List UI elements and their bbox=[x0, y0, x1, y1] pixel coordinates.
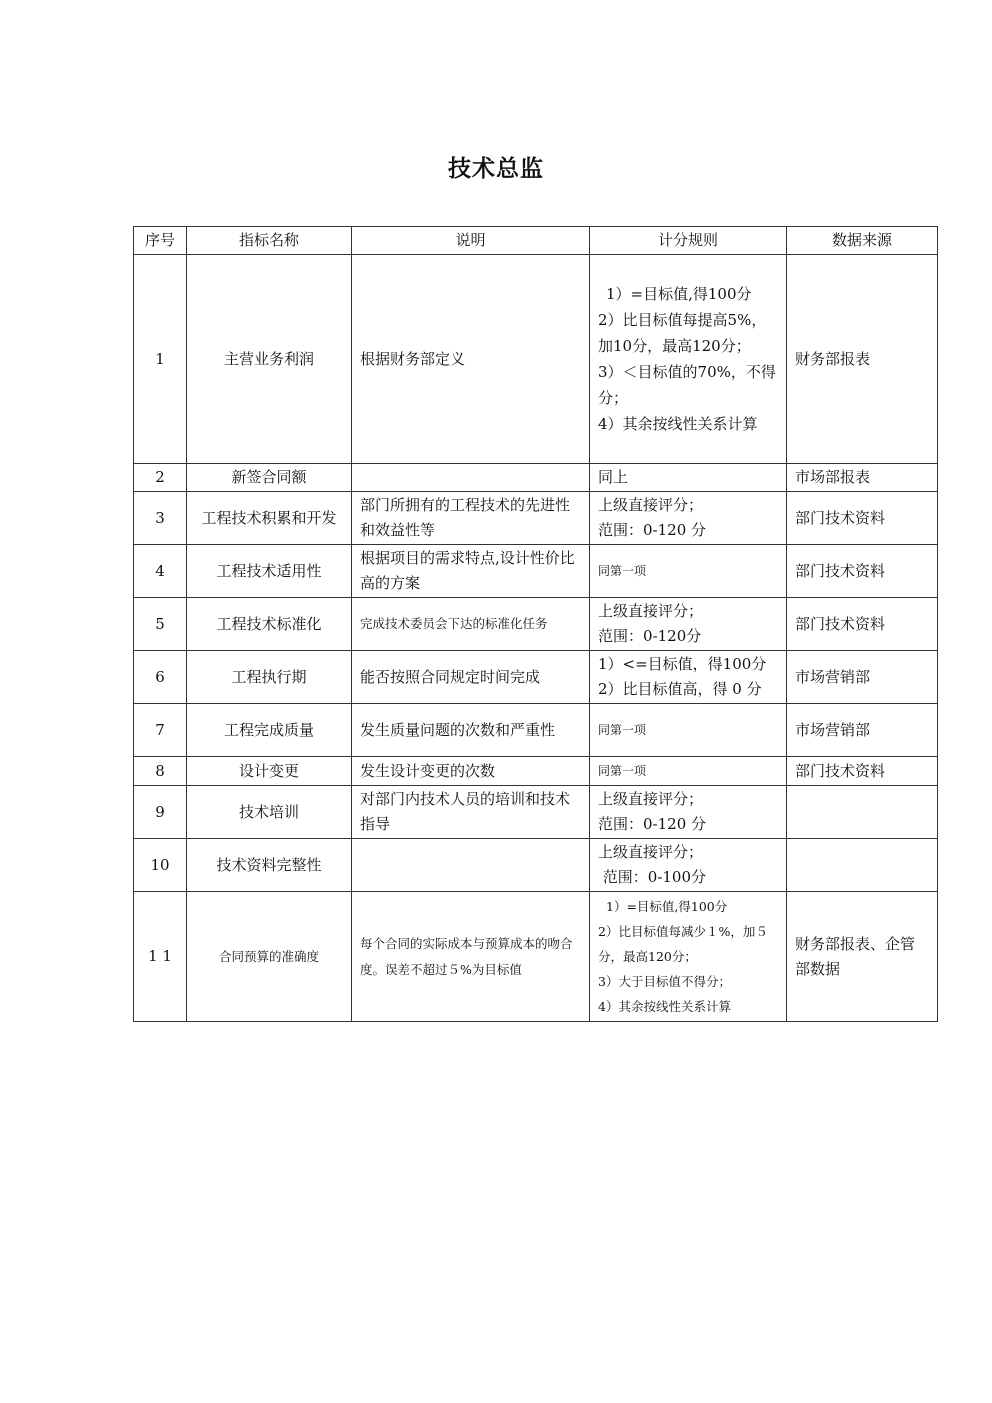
row-indicator-name: 工程技术积累和开发 bbox=[187, 492, 352, 545]
row-description: 发生设计变更的次数 bbox=[352, 757, 590, 786]
row-scoring-rule bbox=[590, 255, 787, 464]
row-data-source: 部门技术资料 bbox=[787, 545, 938, 598]
table-header-row bbox=[134, 227, 938, 255]
row-description: 根据财务部定义 bbox=[352, 255, 590, 464]
row-no: 1 bbox=[134, 255, 187, 464]
row-data-source: 市场营销部 bbox=[787, 704, 938, 757]
table-row bbox=[134, 892, 938, 1022]
row-indicator-name: 工程技术适用性 bbox=[187, 545, 352, 598]
row-no: 8 bbox=[134, 757, 187, 786]
table-row bbox=[134, 839, 938, 892]
rule-line: 3）大于目标值不得分； bbox=[598, 974, 731, 989]
table-row bbox=[134, 757, 938, 786]
rule-line: 2）比目标值每减少１%，加５分，最高120分； bbox=[598, 924, 768, 964]
row-data-source: 市场营销部 bbox=[787, 651, 938, 704]
rule-line: 范围：0-100分 bbox=[598, 868, 707, 886]
page-title: 技术总监 bbox=[448, 156, 544, 182]
rule-line: 范围：0-120 分 bbox=[598, 521, 707, 539]
row-scoring-rule bbox=[590, 545, 787, 598]
row-data-source bbox=[787, 786, 938, 839]
table-row bbox=[134, 786, 938, 839]
row-data-source bbox=[787, 839, 938, 892]
rule-line: 1）=目标值,得100分 bbox=[606, 285, 752, 303]
rule-line: 上级直接评分； bbox=[598, 496, 704, 514]
row-description bbox=[352, 464, 590, 492]
row-scoring-rule bbox=[590, 892, 787, 1022]
row-indicator-name: 技术培训 bbox=[187, 786, 352, 839]
header-name: 指标名称 bbox=[187, 227, 352, 255]
row-scoring-rule bbox=[590, 704, 787, 757]
row-indicator-name: 合同预算的准确度 bbox=[187, 892, 352, 1022]
rule-line: 上级直接评分； bbox=[598, 790, 704, 808]
row-scoring-rule bbox=[590, 757, 787, 786]
row-scoring-rule bbox=[590, 786, 787, 839]
row-data-source: 部门技术资料 bbox=[787, 757, 938, 786]
row-no: 4 bbox=[134, 545, 187, 598]
header-data-source: 数据来源 bbox=[787, 227, 938, 255]
header-description: 说明 bbox=[352, 227, 590, 255]
rule-line: 同第一项 bbox=[598, 764, 647, 778]
row-no: 10 bbox=[134, 839, 187, 892]
row-indicator-name: 技术资料完整性 bbox=[187, 839, 352, 892]
table-row bbox=[134, 492, 938, 545]
row-data-source: 市场部报表 bbox=[787, 464, 938, 492]
header-no: 序号 bbox=[134, 227, 187, 255]
row-scoring-rule bbox=[590, 598, 787, 651]
table-row bbox=[134, 464, 938, 492]
row-description bbox=[352, 839, 590, 892]
table-row bbox=[134, 545, 938, 598]
row-data-source: 部门技术资料 bbox=[787, 492, 938, 545]
kpi-table bbox=[133, 226, 938, 1022]
rule-line: 2）比目标值高，得 0 分 bbox=[598, 680, 762, 698]
row-scoring-rule bbox=[590, 839, 787, 892]
rule-line: 范围：0-120分 bbox=[598, 627, 702, 645]
row-no: 9 bbox=[134, 786, 187, 839]
row-indicator-name: 新签合同额 bbox=[187, 464, 352, 492]
rule-line: 同第一项 bbox=[598, 723, 647, 737]
rule-line: 上级直接评分； bbox=[598, 602, 704, 620]
row-indicator-name: 工程技术标准化 bbox=[187, 598, 352, 651]
table-row bbox=[134, 651, 938, 704]
row-no: 7 bbox=[134, 704, 187, 757]
rule-line: 2）比目标值每提高5%，加10分，最高120分； bbox=[598, 311, 767, 355]
row-no: 3 bbox=[134, 492, 187, 545]
row-indicator-name: 工程执行期 bbox=[187, 651, 352, 704]
row-indicator-name: 工程完成质量 bbox=[187, 704, 352, 757]
row-description: 对部门内技术人员的培训和技术指导 bbox=[352, 786, 590, 839]
row-no: 5 bbox=[134, 598, 187, 651]
table-row bbox=[134, 704, 938, 757]
rule-line: 同上 bbox=[598, 468, 629, 486]
header-scoring-rule: 计分规则 bbox=[590, 227, 787, 255]
rule-line: 1）=目标值,得100分 bbox=[606, 899, 728, 914]
row-description: 发生质量问题的次数和严重性 bbox=[352, 704, 590, 757]
row-scoring-rule bbox=[590, 464, 787, 492]
row-description: 完成技术委员会下达的标准化任务 bbox=[352, 598, 590, 651]
row-no: 2 bbox=[134, 464, 187, 492]
row-indicator-name: 主营业务利润 bbox=[187, 255, 352, 464]
rule-line: 4）其余按线性关系计算 bbox=[598, 999, 731, 1014]
row-data-source: 部门技术资料 bbox=[787, 598, 938, 651]
row-indicator-name: 设计变更 bbox=[187, 757, 352, 786]
row-description: 部门所拥有的工程技术的先进性和效益性等 bbox=[352, 492, 590, 545]
rule-line: 3）＜目标值的70%，不得分； bbox=[598, 363, 776, 407]
row-scoring-rule bbox=[590, 492, 787, 545]
table-row bbox=[134, 598, 938, 651]
rule-line: 上级直接评分； bbox=[598, 843, 704, 861]
row-description: 能否按照合同规定时间完成 bbox=[352, 651, 590, 704]
row-data-source: 财务部报表 bbox=[787, 255, 938, 464]
row-description: 根据项目的需求特点,设计性价比高的方案 bbox=[352, 545, 590, 598]
rule-line: 1）<=目标值，得100分 bbox=[598, 655, 767, 673]
table-row bbox=[134, 255, 938, 464]
row-description: 每个合同的实际成本与预算成本的吻合度。误差不超过５%为目标值 bbox=[352, 892, 590, 1022]
rule-line: 范围：0-120 分 bbox=[598, 815, 707, 833]
row-data-source: 财务部报表、企管部数据 bbox=[787, 892, 938, 1022]
row-no: 1 1 bbox=[134, 892, 187, 1022]
rule-line: 4）其余按线性关系计算 bbox=[598, 415, 758, 433]
rule-line: 同第一项 bbox=[598, 564, 647, 578]
row-no: 6 bbox=[134, 651, 187, 704]
row-scoring-rule bbox=[590, 651, 787, 704]
